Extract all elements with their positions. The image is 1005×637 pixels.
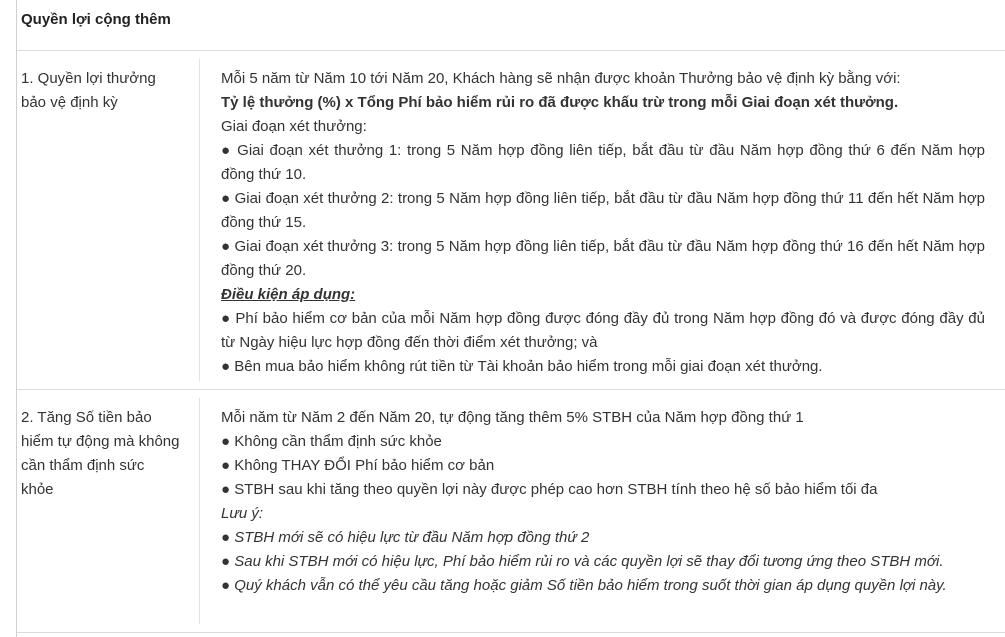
table-header: [17, 0, 1005, 51]
note-heading: Lưu ý:: [221, 505, 264, 522]
intro-text: Mỗi năm từ Năm 2 đến Năm 20, tự động tăng thêm 5% STBH của Năm hợp đồng thứ 1: [221, 409, 804, 426]
column-divider: [199, 59, 200, 381]
benefit-label: 1. Quyền lợi thưởng bảo vệ định kỳ: [21, 70, 156, 111]
benefit-description: [221, 406, 985, 598]
benefit-label: 2. Tăng Số tiền bảo hiểm tự động mà không cần thẩm định sức khỏe: [21, 409, 180, 498]
list-item: ● Không THAY ĐỔI Phí bảo hiểm cơ bản: [221, 457, 495, 474]
list-item: ● STBH mới sẽ có hiệu lực từ đầu Năm hợp đồng thứ 2: [221, 529, 590, 546]
list-item: ● Giai đoạn xét thưởng 2: trong 5 Năm hợp đồng liên tiếp, bắt đầu từ đầu Năm hợp đồng thứ 11 đến hết Năm hợp đồng thứ 15.: [221, 190, 985, 231]
list-item: ● Phí bảo hiểm cơ bản của mỗi Năm hợp đồng được đóng đầy đủ trong Năm hợp đồng đó và được đóng đầy đủ từ Ngày hiệu lực hợp đồng đến thời điểm xét thưởng; và: [221, 310, 985, 351]
list-item: ● Giai đoạn xét thưởng 3: trong 5 Năm hợp đồng liên tiếp, bắt đầu từ đầu Năm hợp đồng thứ 16 đến hết Năm hợp đồng thứ 20.: [221, 238, 985, 279]
list-item: ● Bên mua bảo hiểm không rút tiền từ Tài khoản bảo hiểm trong mỗi giai đoạn xét thưởng.: [221, 358, 823, 375]
list-item: ● Giai đoạn xét thưởng 1: trong 5 Năm hợp đồng liên tiếp, bắt đầu từ đầu Năm hợp đồng thứ 6 đến Năm hợp đồng thứ 10.: [221, 142, 985, 183]
column-divider: [199, 398, 200, 624]
list-item: ● Quý khách vẫn có thể yêu cầu tăng hoặc giảm Số tiền bảo hiểm trong suốt thời gian áp dụng quyền lợi này.: [221, 577, 947, 594]
list-item: ● STBH sau khi tăng theo quyền lợi này được phép cao hơn STBH tính theo hệ số bảo hiểm tối đa: [221, 481, 878, 498]
intro-text: Mỗi 5 năm từ Năm 10 tới Năm 20, Khách hàng sẽ nhận được khoản Thưởng bảo vệ định kỳ bằng với:: [221, 70, 901, 87]
period-heading: Giai đoạn xét thưởng:: [221, 118, 367, 135]
benefit-description: [221, 67, 985, 379]
table-title: Quyền lợi cộng thêm: [21, 11, 171, 28]
table-row: [17, 51, 1005, 390]
list-item: ● Sau khi STBH mới có hiệu lực, Phí bảo hiểm rủi ro và các quyền lợi sẽ thay đổi tương ứng theo STBH mới.: [221, 553, 944, 570]
table-row: [17, 390, 1005, 633]
list-item: ● Không cần thẩm định sức khỏe: [221, 433, 442, 450]
conditions-heading: Điều kiện áp dụng:: [221, 286, 356, 303]
formula-text: Tỷ lệ thưởng (%) x Tổng Phí bảo hiểm rủi ro đã được khấu trừ trong mỗi Giai đoạn xét thưởng.: [221, 94, 899, 111]
